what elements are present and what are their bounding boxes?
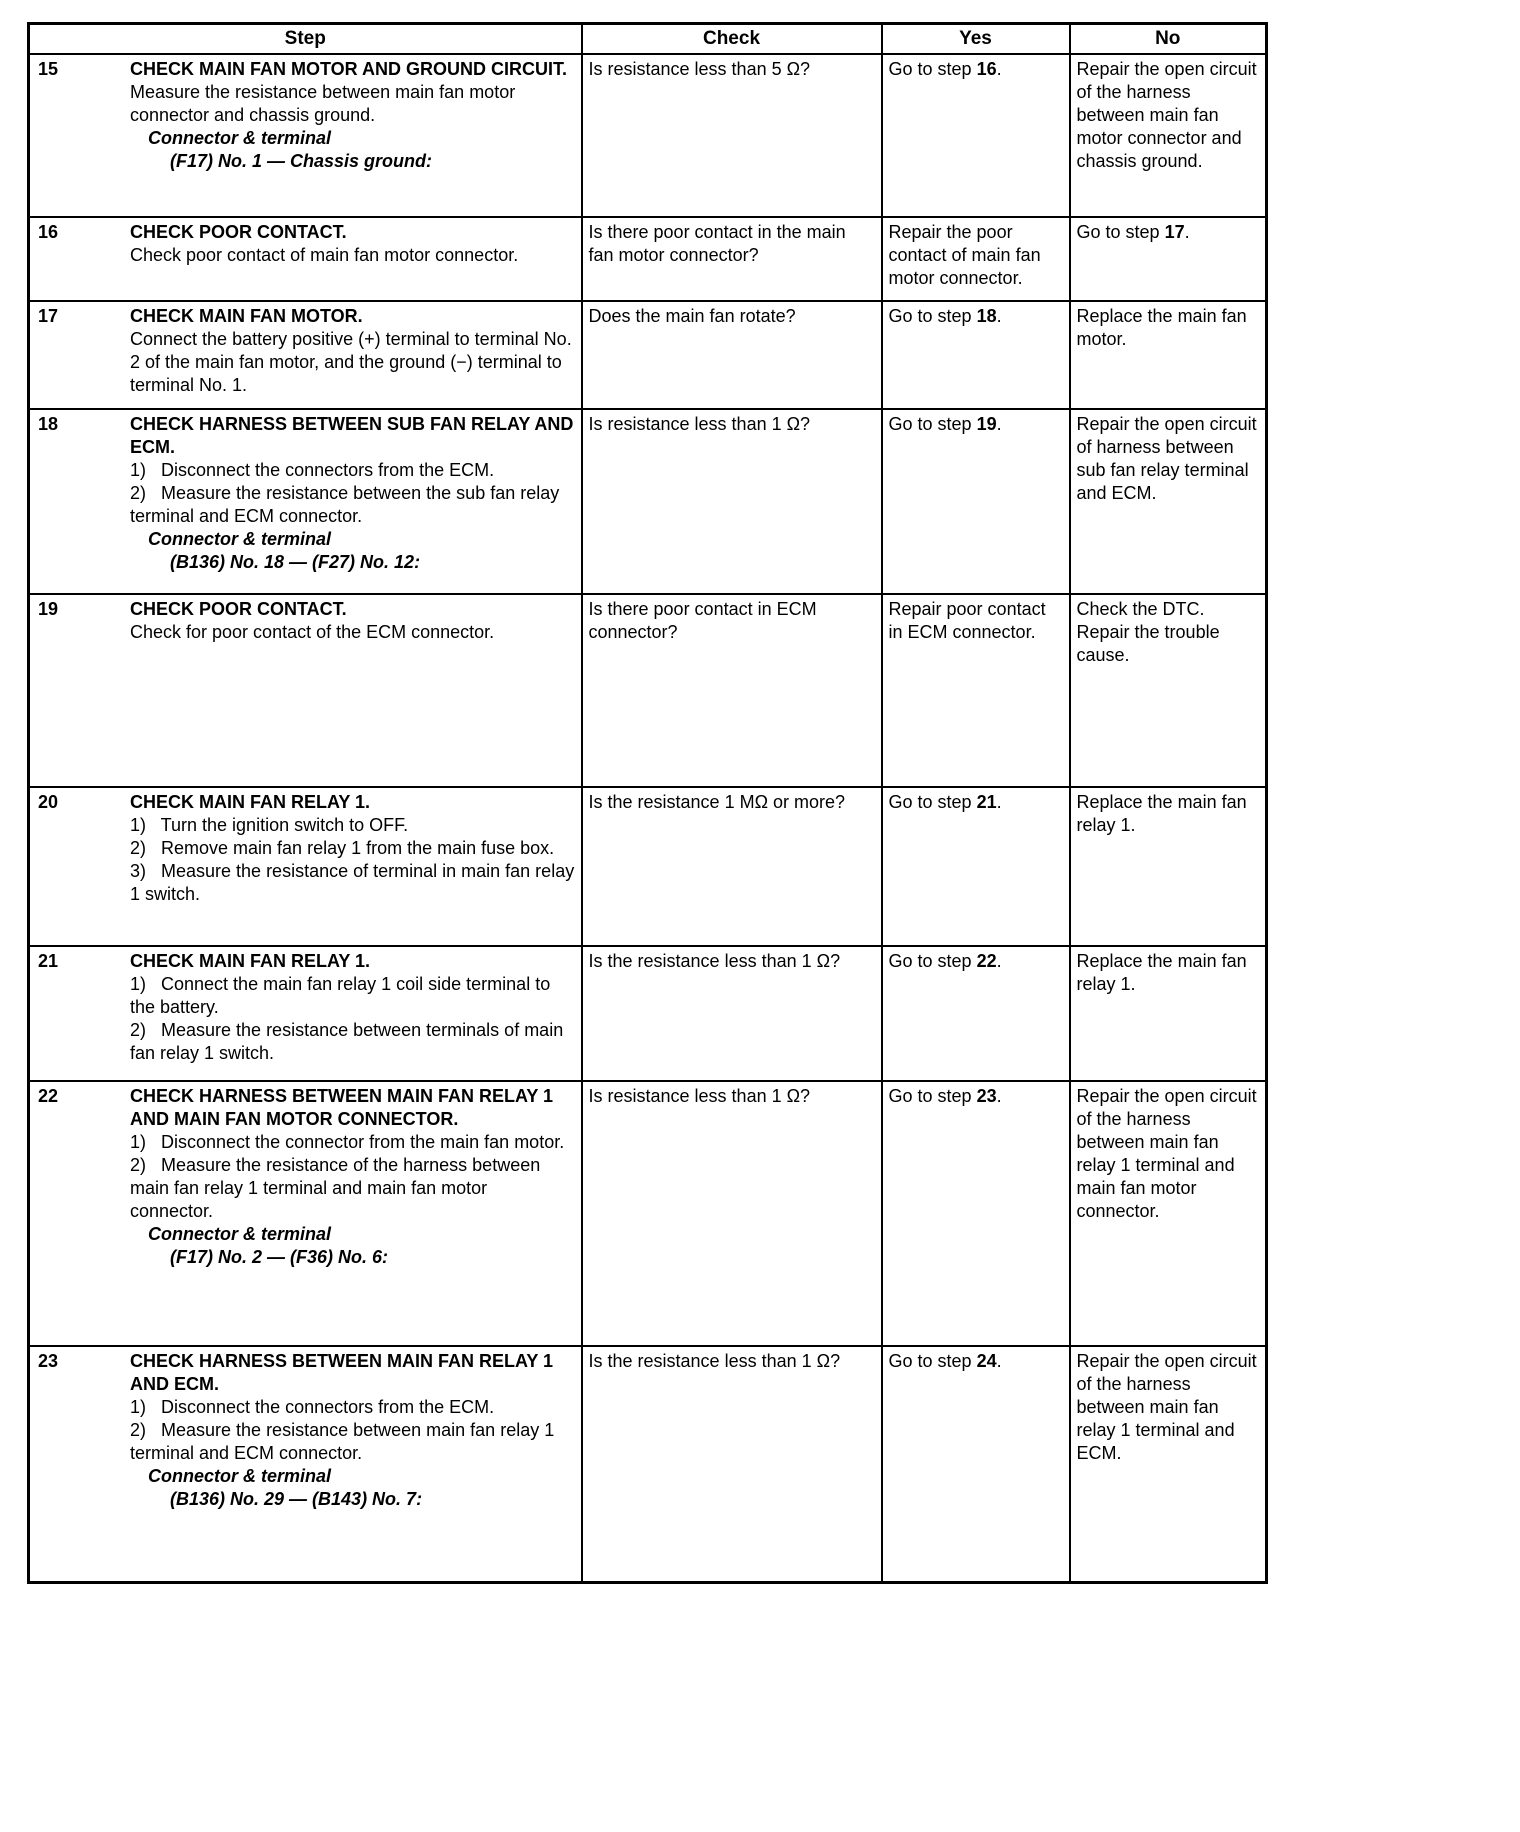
step-number: 20 <box>38 792 59 812</box>
diagnostic-procedure-table <box>27 22 1268 1584</box>
table-row <box>29 217 1267 301</box>
text-segment: . <box>996 414 1002 434</box>
step-instructions <box>130 410 581 577</box>
step-paragraph: CHECK HARNESS BETWEEN MAIN FAN RELAY 1 AND ECM. <box>130 1351 558 1394</box>
step-cell <box>29 594 582 787</box>
text-segment: Repair the open circuit of harness between sub fan relay terminal and ECM. <box>1076 414 1257 503</box>
text-segment: . <box>996 792 1002 812</box>
table-row <box>29 946 1267 1081</box>
step-instructions <box>130 1082 581 1272</box>
column-header-yes: Yes <box>882 24 1070 55</box>
text-segment: Replace the main fan relay 1. <box>1076 792 1247 835</box>
check-cell: Is there poor contact in the main fan motor connector? <box>582 217 882 301</box>
text-segment: . <box>996 306 1002 326</box>
yes-cell <box>882 409 1070 594</box>
text-segment: 19 <box>976 414 997 434</box>
column-header-step: Step <box>29 24 582 55</box>
column-header-check: Check <box>582 24 882 55</box>
table-header-row <box>29 24 1267 55</box>
step-cell <box>29 301 582 409</box>
text-segment: 24 <box>976 1351 997 1371</box>
text-segment: Repair the poor contact of main fan motor connector. <box>888 222 1041 288</box>
step-instructions <box>130 55 581 176</box>
no-cell <box>1070 946 1267 1081</box>
step-number: 21 <box>38 951 59 971</box>
text-segment: 18 <box>976 306 997 326</box>
table-row <box>29 54 1267 217</box>
text-segment: 17 <box>1164 222 1185 242</box>
check-cell: Is there poor contact in ECM connector? <box>582 594 882 787</box>
text-segment: Check the DTC. Repair the trouble cause. <box>1076 599 1220 665</box>
step-paragraph: Connect the battery positive (+) terminal to terminal No. 2 of the main fan motor, and the ground (−) terminal to terminal No. 1. <box>130 329 577 395</box>
check-cell: Is resistance less than 1 Ω? <box>582 1081 882 1346</box>
yes-cell <box>882 301 1070 409</box>
check-cell: Does the main fan rotate? <box>582 301 882 409</box>
text-segment: Go to step <box>888 306 977 326</box>
step-cell <box>29 54 582 217</box>
check-cell: Is the resistance 1 MΩ or more? <box>582 787 882 946</box>
text-segment: . <box>996 1086 1002 1106</box>
no-cell <box>1070 54 1267 217</box>
step-paragraph: CHECK MAIN FAN MOTOR. <box>130 306 363 326</box>
step-number: 22 <box>38 1086 59 1106</box>
text-segment: 22 <box>976 951 997 971</box>
step-paragraph: 2) Measure the resistance between main fan relay 1 terminal and ECM connector. <box>130 1420 560 1463</box>
no-cell <box>1070 1081 1267 1346</box>
text-segment: 23 <box>976 1086 997 1106</box>
step-instructions <box>130 1347 581 1514</box>
step-instructions <box>130 947 581 1068</box>
text-segment: Go to step <box>888 1086 977 1106</box>
yes-cell <box>882 1346 1070 1582</box>
yes-cell <box>882 54 1070 217</box>
column-header-no: No <box>1070 24 1267 55</box>
check-cell: Is resistance less than 1 Ω? <box>582 409 882 594</box>
text-segment: Repair the open circuit of the harness between main fan relay 1 terminal and main fan motor connector. <box>1076 1086 1257 1221</box>
step-paragraph: CHECK MAIN FAN MOTOR AND GROUND CIRCUIT. <box>130 59 567 79</box>
yes-cell <box>882 594 1070 787</box>
step-paragraph: CHECK MAIN FAN RELAY 1. <box>130 951 371 971</box>
step-paragraph: 2) Remove main fan relay 1 from the main fuse box. <box>130 838 555 858</box>
step-paragraph: CHECK POOR CONTACT. <box>130 222 347 242</box>
step-instructions <box>130 595 581 647</box>
step-paragraph: 1) Turn the ignition switch to OFF. <box>130 815 409 835</box>
step-paragraph: (F17) No. 2 — (F36) No. 6: <box>170 1247 389 1267</box>
table-row <box>29 409 1267 594</box>
text-segment: Go to step <box>888 59 977 79</box>
step-number: 19 <box>38 599 59 619</box>
step-paragraph: 2) Measure the resistance between terminals of main fan relay 1 switch. <box>130 1020 569 1063</box>
step-number: 17 <box>38 306 59 326</box>
text-segment: Go to step <box>888 1351 977 1371</box>
step-paragraph: Connector & terminal <box>148 1466 332 1486</box>
text-segment: . <box>996 59 1002 79</box>
text-segment: 16 <box>976 59 997 79</box>
step-paragraph: 1) Connect the main fan relay 1 coil side terminal to the battery. <box>130 974 556 1017</box>
text-segment: Go to step <box>888 414 977 434</box>
no-cell <box>1070 594 1267 787</box>
table-row <box>29 594 1267 787</box>
step-paragraph: Check poor contact of main fan motor connector. <box>130 245 519 265</box>
step-cell <box>29 217 582 301</box>
no-cell <box>1070 1346 1267 1582</box>
step-paragraph: (B136) No. 29 — (B143) No. 7: <box>170 1489 423 1509</box>
step-paragraph: Measure the resistance between main fan motor connector and chassis ground. <box>130 82 521 125</box>
step-cell <box>29 409 582 594</box>
step-number: 18 <box>38 414 59 434</box>
yes-cell <box>882 1081 1070 1346</box>
check-cell: Is the resistance less than 1 Ω? <box>582 946 882 1081</box>
step-cell <box>29 787 582 946</box>
step-paragraph: CHECK HARNESS BETWEEN MAIN FAN RELAY 1 AND MAIN FAN MOTOR CONNECTOR. <box>130 1086 558 1129</box>
table-row <box>29 1346 1267 1582</box>
text-segment: Go to step <box>888 792 977 812</box>
step-paragraph: Connector & terminal <box>148 529 332 549</box>
step-paragraph: CHECK HARNESS BETWEEN SUB FAN RELAY AND ECM. <box>130 414 579 457</box>
step-paragraph: 1) Disconnect the connector from the main fan motor. <box>130 1132 565 1152</box>
check-cell: Is the resistance less than 1 Ω? <box>582 1346 882 1582</box>
text-segment: . <box>996 1351 1002 1371</box>
step-cell <box>29 946 582 1081</box>
step-cell <box>29 1346 582 1582</box>
step-paragraph: Check for poor contact of the ECM connector. <box>130 622 495 642</box>
table-row <box>29 787 1267 946</box>
step-instructions <box>130 218 581 270</box>
step-paragraph: 2) Measure the resistance between the sub fan relay terminal and ECM connector. <box>130 483 565 526</box>
yes-cell <box>882 946 1070 1081</box>
step-cell <box>29 1081 582 1346</box>
text-segment: . <box>996 951 1002 971</box>
text-segment: 21 <box>976 792 997 812</box>
no-cell <box>1070 217 1267 301</box>
step-paragraph: 1) Disconnect the connectors from the ECM. <box>130 460 495 480</box>
step-paragraph: Connector & terminal <box>148 1224 332 1244</box>
step-paragraph: (B136) No. 18 — (F27) No. 12: <box>170 552 421 572</box>
no-cell <box>1070 787 1267 946</box>
step-number: 23 <box>38 1351 59 1371</box>
step-paragraph: (F17) No. 1 — Chassis ground: <box>170 151 433 171</box>
step-instructions <box>130 302 581 400</box>
text-segment: . <box>1184 222 1190 242</box>
step-instructions <box>130 788 581 909</box>
no-cell <box>1070 409 1267 594</box>
step-paragraph: 1) Disconnect the connectors from the ECM. <box>130 1397 495 1417</box>
table-row <box>29 301 1267 409</box>
step-paragraph: Connector & terminal <box>148 128 332 148</box>
text-segment: Go to step <box>888 951 977 971</box>
text-segment: Repair the open circuit of the harness between main fan motor connector and chassis ground. <box>1076 59 1257 171</box>
step-number: 15 <box>38 59 59 79</box>
step-paragraph: 2) Measure the resistance of the harness between main fan relay 1 terminal and main fan motor connector. <box>130 1155 546 1221</box>
text-segment: Replace the main fan relay 1. <box>1076 951 1247 994</box>
text-segment: Replace the main fan motor. <box>1076 306 1247 349</box>
step-paragraph: 3) Measure the resistance of terminal in main fan relay 1 switch. <box>130 861 580 904</box>
text-segment: Go to step <box>1076 222 1165 242</box>
no-cell <box>1070 301 1267 409</box>
yes-cell <box>882 787 1070 946</box>
step-number: 16 <box>38 222 59 242</box>
text-segment: Repair poor contact in ECM connector. <box>888 599 1046 642</box>
check-cell: Is resistance less than 5 Ω? <box>582 54 882 217</box>
table-row <box>29 1081 1267 1346</box>
yes-cell <box>882 217 1070 301</box>
text-segment: Repair the open circuit of the harness between main fan relay 1 terminal and ECM. <box>1076 1351 1257 1463</box>
step-paragraph: CHECK POOR CONTACT. <box>130 599 347 619</box>
step-paragraph: CHECK MAIN FAN RELAY 1. <box>130 792 371 812</box>
